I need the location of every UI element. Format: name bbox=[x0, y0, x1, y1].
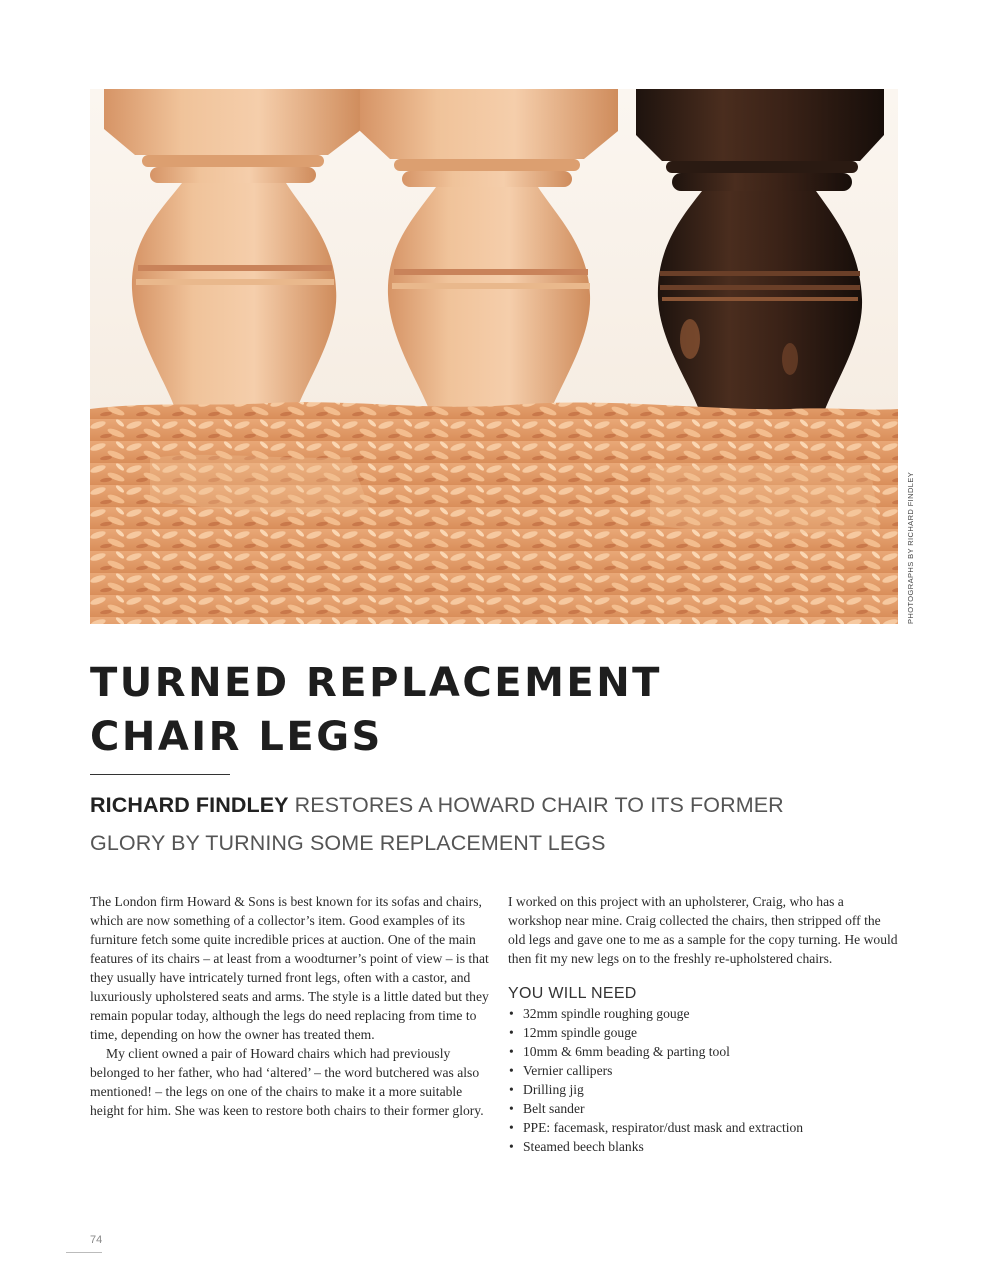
hero-photo bbox=[90, 89, 898, 624]
tools-list bbox=[508, 1004, 900, 1156]
body-paragraph: The London firm Howard & Sons is best known for its sofas and chairs, which are now something of a collector’s item. Good examples of its furniture fetch some quite incredible prices at auction. One of the main features of its chairs – at least from a woodturner’s point of view – is that they usually have intricately turned front legs, often with a castor, and luxuriously upholstered seats and arms. The style is a little dated but they remain popular today, although the legs do need replacing from time to time, depending on how the owner has treated them. bbox=[90, 894, 489, 1042]
list-item: • PPE: facemask, respirator/dust mask and extraction bbox=[508, 1118, 900, 1137]
photo-credit: PHOTOGRAPHS BY RICHARD FINDLEY bbox=[906, 471, 915, 624]
list-item: • Belt sander bbox=[508, 1099, 900, 1118]
body-column-left bbox=[90, 892, 490, 1120]
title-divider bbox=[90, 774, 230, 775]
folio-divider bbox=[66, 1252, 102, 1253]
chair-legs-illustration bbox=[90, 89, 898, 624]
list-item: • Steamed beech blanks bbox=[508, 1137, 900, 1156]
list-item: • 10mm & 6mm beading & parting tool bbox=[508, 1042, 900, 1061]
title-line-2: CHAIR LEGS bbox=[90, 714, 383, 760]
list-item: • Vernier callipers bbox=[508, 1061, 900, 1080]
page-number: 74 bbox=[90, 1234, 103, 1246]
list-item: • 12mm spindle gouge bbox=[508, 1023, 900, 1042]
body-paragraph: I worked on this project with an upholsterer, Craig, who has a workshop near mine. Craig collected the chairs, then stripped off the old legs and gave one to me as a sample for the copy turning. He would then fit my new legs on to the freshly re-upholstered chairs. bbox=[508, 894, 898, 966]
body-column-right bbox=[508, 892, 900, 1156]
author-name: RICHARD FINDLEY bbox=[90, 793, 289, 817]
body-paragraph: My client owned a pair of Howard chairs which had previously belonged to her father, who had ‘altered’ – the word butchered was also mentioned! – the legs on one of the chairs to make it a more suitable height for him. She was keen to restore both chairs to their former glory. bbox=[90, 1046, 484, 1118]
article-title bbox=[90, 656, 662, 764]
list-item: • 32mm spindle roughing gouge bbox=[508, 1004, 900, 1023]
title-line-1: TURNED REPLACEMENT bbox=[90, 660, 662, 706]
standfirst bbox=[90, 786, 810, 862]
standfirst-text: RESTORES A HOWARD CHAIR TO ITS FORMER GLORY BY TURNING SOME REPLACEMENT LEGS bbox=[90, 793, 784, 855]
list-item: • Drilling jig bbox=[508, 1080, 900, 1099]
you-will-need-heading: YOU WILL NEED bbox=[508, 985, 637, 1002]
